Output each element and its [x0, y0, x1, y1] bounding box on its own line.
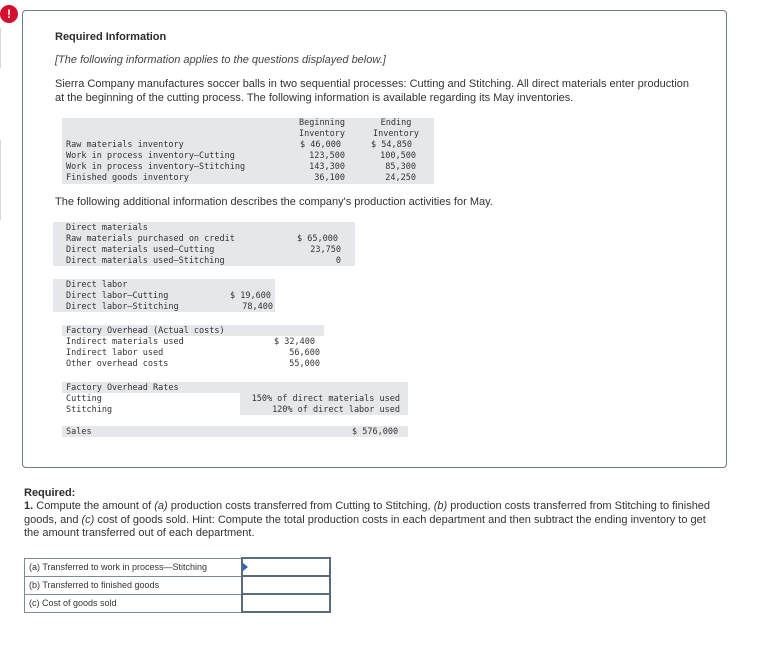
section-title: Direct labor — [66, 280, 128, 290]
table-row-label: Finished goods inventory — [66, 173, 189, 183]
answer-label: (a) Transferred to work in process—Stitching — [25, 558, 243, 576]
table-cell: 55,000 — [289, 359, 320, 369]
table-row-label: Stitching — [66, 405, 113, 415]
answer-table — [24, 557, 331, 613]
col-header-ending: Inventory — [372, 129, 420, 139]
answer-label: (b) Transferred to finished goods — [25, 576, 243, 594]
info-heading: Required Information — [55, 31, 167, 43]
left-divider — [0, 28, 1, 68]
table-row — [25, 576, 331, 594]
table-row-label: Direct materials used—Cutting — [66, 245, 215, 255]
section-title: Factory Overhead Rates — [66, 383, 179, 393]
table-cell: 56,600 — [289, 348, 320, 358]
info-note: [The following information applies to the questions displayed below.] — [55, 54, 386, 66]
input-caret-icon — [243, 563, 248, 571]
table-row-label: Raw materials inventory — [66, 140, 184, 150]
table-cell: 123,500 — [309, 151, 345, 161]
table-cell: 150% of direct materials used — [251, 394, 400, 404]
table-cell: 24,250 — [385, 173, 416, 183]
table-cell: 120% of direct labor used — [272, 405, 400, 415]
table-row-label: Direct labor—Stitching — [66, 302, 179, 312]
section-title: Direct materials — [66, 223, 148, 233]
col-header-beginning: Inventory — [298, 129, 346, 139]
section-title: Factory Overhead (Actual costs) — [66, 326, 225, 336]
answer-input-a[interactable] — [242, 558, 330, 576]
required-text: 1. Compute the amount of (a) production costs transferred from Cutting to Stitching, (b) production costs transferred from Stitching to finished goods, and (c) cost of goods sold. Hint: Compute the total production costs in each department and then subtract the ending inventory to get the amount transferred out of each department. — [24, 500, 711, 539]
table-row-label: Indirect materials used — [66, 337, 184, 347]
table-row-label: Raw materials purchased on credit — [66, 234, 235, 244]
table-cell: 143,300 — [309, 162, 345, 172]
table-row-label: Sales — [66, 427, 92, 437]
table-cell: $ 576,000 — [352, 427, 399, 437]
col-header-ending: Ending — [380, 118, 412, 128]
table-cell: 36,100 — [314, 173, 345, 183]
table-row-label: Cutting — [66, 394, 102, 404]
answer-input-c[interactable] — [242, 594, 330, 612]
left-divider — [0, 140, 1, 220]
table-cell: $ 19,600 — [230, 291, 271, 301]
table-row-label: Other overhead costs — [66, 359, 169, 369]
table-cell: 85,300 — [385, 162, 416, 172]
table-cell: $ 32,400 — [274, 337, 315, 347]
table-row — [25, 594, 331, 612]
table-cell: 23,750 — [310, 245, 341, 255]
required-heading: Required: — [24, 487, 76, 499]
table-row-label: Work in process inventory—Cutting — [66, 151, 235, 161]
table-cell: $ 65,000 — [297, 234, 338, 244]
col-header-beginning: Beginning — [298, 118, 346, 128]
info-intro: Sierra Company manufactures soccer balls in two sequential processes: Cutting and Stitching. All direct materials enter production at the beginning of the cutting process. The following information is available regarding its May inventories. — [55, 78, 690, 104]
answer-label: (c) Cost of goods sold — [25, 594, 243, 612]
alert-icon: ! — [0, 5, 18, 23]
table-cell: 78,400 — [242, 302, 273, 312]
answer-input-b[interactable] — [242, 576, 330, 594]
table-row-label: Indirect labor used — [66, 348, 164, 358]
table-row — [25, 558, 331, 576]
table-cell: 0 — [335, 256, 341, 266]
table-row-label: Work in process inventory—Stitching — [66, 162, 246, 172]
table-cell: $ 46,000 — [300, 140, 341, 150]
table-cell: $ 54,850 — [371, 140, 412, 150]
table-row-label: Direct materials used—Stitching — [66, 256, 225, 266]
table-row-label: Direct labor—Cutting — [66, 291, 169, 301]
additional-info-text: The following additional information describes the company's production activities for May. — [55, 196, 493, 208]
table-cell: 100,500 — [380, 151, 416, 161]
